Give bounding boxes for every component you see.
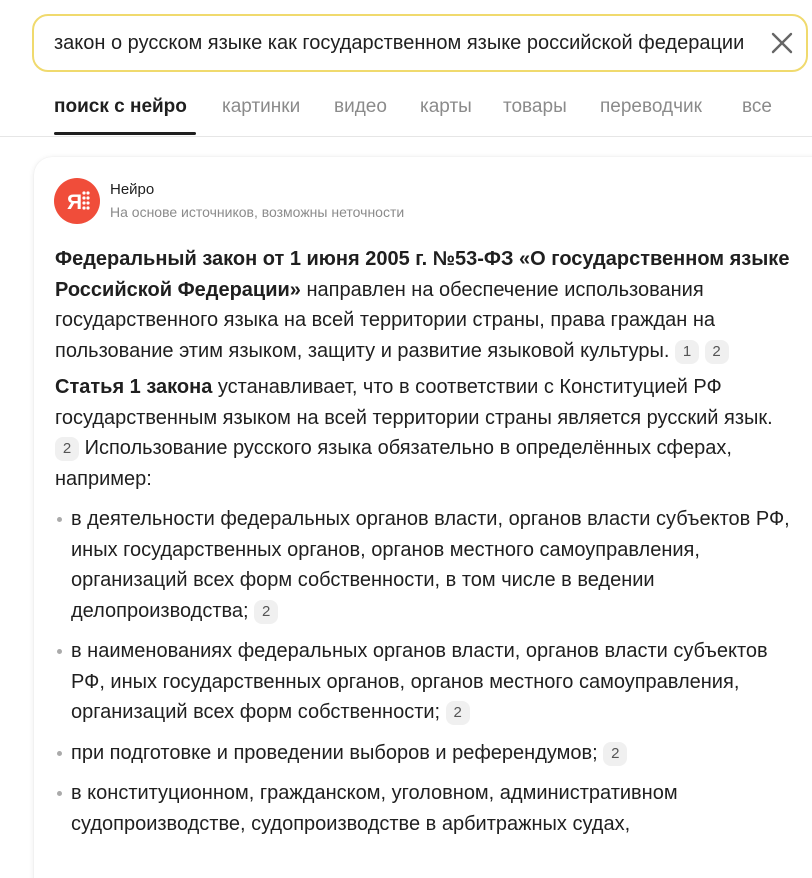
source-ref[interactable]: 1 — [675, 340, 699, 364]
bullet-icon — [57, 751, 62, 756]
search-bar[interactable] — [32, 14, 808, 72]
law-title: Федеральный закон от 1 июня 2005 г. №53-ФЗ «О государственном языке Российской Федерации» — [55, 248, 790, 301]
list-item — [55, 778, 800, 839]
neiro-disclaimer: На основе источников, возможны неточности — [110, 204, 405, 220]
bullet-icon — [57, 517, 62, 522]
list-item-text: в деятельности федеральных органов власти, органов власти субъектов РФ, иных государственных органов, органов местного самоуправления, организаций всех форм собственности, в том числе в ведении делопроизводства; — [71, 508, 790, 622]
list-item — [55, 636, 800, 728]
search-tabs — [0, 82, 812, 137]
source-ref[interactable]: 2 — [705, 340, 729, 364]
bullet-icon — [57, 791, 62, 796]
tab-translator[interactable]: переводчик — [600, 96, 702, 117]
source-ref[interactable]: 2 — [603, 742, 627, 766]
list-item-text: при подготовке и проведении выборов и референдумов; — [71, 741, 598, 764]
list-item — [55, 738, 800, 769]
list-item-text: в наименованиях федеральных органов власти, органов власти субъектов РФ, иных государственных органов, органов местного самоуправления, организаций всех форм собственности; — [71, 640, 768, 723]
paragraph-1-text: направлен на обеспечение использования государственного языка на всей территории страны, права граждан на пользование этим языком, защиту и развитие языковой культуры. — [55, 278, 716, 362]
answer-paragraph-1 — [55, 244, 800, 366]
neiro-logo — [54, 178, 100, 224]
neiro-title: Нейро — [110, 181, 155, 198]
tab-neiro-search[interactable]: поиск с нейро — [54, 96, 187, 117]
svg-text:Я: Я — [67, 191, 83, 214]
bullet-icon — [57, 649, 62, 654]
tab-video[interactable]: видео — [334, 96, 387, 117]
source-ref[interactable]: 2 — [446, 701, 470, 725]
source-ref[interactable]: 2 — [55, 437, 79, 461]
tab-maps[interactable]: карты — [420, 96, 472, 117]
source-ref[interactable]: 2 — [254, 600, 278, 624]
paragraph-2-text: устанавливает, что в соответствии с Конституцией РФ государственным языком на всей территории страны является русский язык. — [55, 376, 773, 429]
close-icon — [768, 29, 796, 57]
tab-products[interactable]: товары — [503, 96, 567, 117]
neiro-logo-icon — [54, 178, 100, 224]
clear-search-button[interactable] — [768, 29, 796, 57]
paragraph-2-text-continued: Использование русского языка обязательно в определённых сферах, например: — [55, 437, 732, 490]
tab-images[interactable]: картинки — [222, 96, 301, 117]
search-input[interactable]: закон о русском языке как государственном языке российской федерации — [54, 32, 745, 54]
list-item — [55, 504, 800, 626]
list-item-text: в конституционном, гражданском, уголовном, административном судопроизводстве, судопроизводстве в арбитражных судах, — [71, 782, 678, 835]
article-title: Статья 1 закона — [55, 376, 213, 398]
active-tab-indicator — [54, 132, 196, 135]
answer-paragraph-2 — [55, 372, 800, 494]
usage-spheres-list — [55, 504, 800, 839]
tab-all[interactable]: все — [742, 96, 772, 117]
answer-text — [55, 244, 800, 849]
